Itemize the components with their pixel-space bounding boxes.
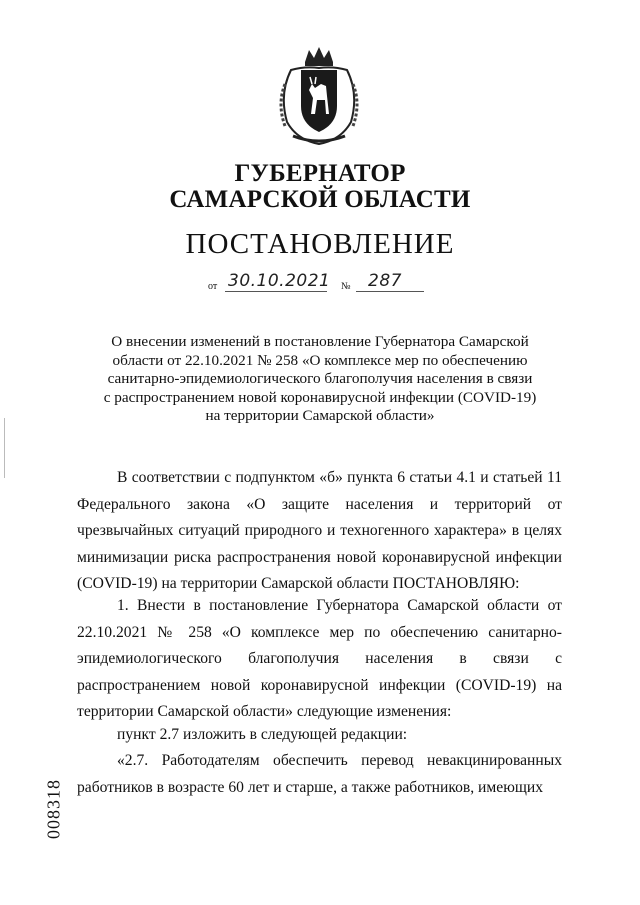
subject-line: санитарно-эпидемиологического благополучия населения в связи [107, 370, 533, 387]
date-value: 30.10.2021 [228, 271, 331, 291]
registration-stamp [44, 764, 64, 854]
authority-title-line1: ГУБЕРНАТОР [234, 160, 406, 187]
subject-line: О внесении изменений в постановление Губернатора Самарской [111, 333, 529, 350]
registration-number: 008318 [43, 779, 64, 839]
number-value: 287 [368, 271, 402, 291]
decree-subject [0, 333, 640, 426]
number-label: № [341, 281, 351, 292]
body-paragraph-item-2-7-text: «2.7. Работодателям обеспечить перевод невакцинированных работников в возрасте 60 лет и старше, а также работников, имеющих [77, 752, 562, 796]
date-label: от [208, 281, 218, 292]
date-underline [225, 291, 327, 292]
coat-of-arms-emblem [271, 44, 367, 148]
number-underline [356, 291, 424, 292]
body-paragraph-item-2-7-intro: пункт 2.7 изложить в следующей редакции: [117, 726, 408, 743]
scan-edge-mark [4, 418, 5, 478]
body-paragraph-preamble: В соответствии с подпунктом «б» пункта 6 статьи 4.1 и статьей 11 Федерального закона «О защите населения и территорий от чрезвычайных ситуаций природного и техногенного характера» в целях минимизации риска распространения новой коронавирусной инфекции (COVID-19) на территории Самарской области ПОСТАНОВЛЯЮ: [77, 469, 562, 592]
subject-line: области от 22.10.2021 № 258 «О комплексе мер по обеспечению [112, 351, 528, 369]
decree-type-heading: ПОСТАНОВЛЕНИЕ [185, 228, 455, 260]
authority-title-line2: САМАРСКОЙ ОБЛАСТИ [169, 186, 471, 213]
subject-line: с распространением новой коронавирусной инфекции (COVID-19) [103, 388, 537, 406]
body-paragraph-item-1: 1. Внести в постановление Губернатора Самарской области от 22.10.2021 № 258 «О комплексе мер по обеспечению санитарно-эпидемиологического благополучия населения в связи с распространением новой коронавирусной инфекции (COVID-19) на территории Самарской области» следующие изменения: [77, 597, 562, 720]
subject-line: на территории Самарской области» [205, 407, 435, 424]
